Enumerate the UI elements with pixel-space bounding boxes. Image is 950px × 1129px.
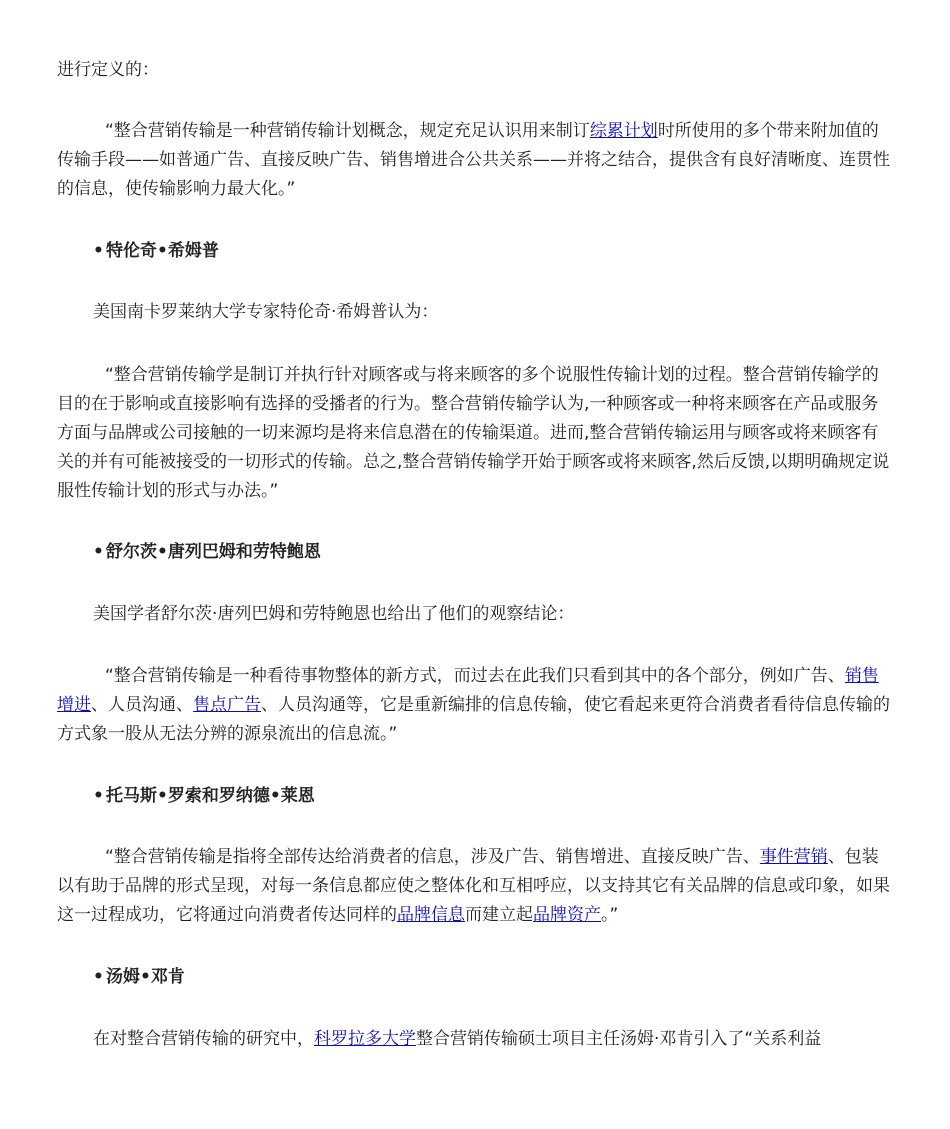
section-title: 托马斯•罗索和罗纳德•莱恩: [106, 786, 315, 806]
bullet: •: [93, 542, 104, 562]
quote-text: “整合营销传输是一种营销传输计划概念，规定充足认识用来制订: [105, 121, 590, 141]
section-title: 汤姆•邓肯: [106, 967, 185, 987]
section-heading-russo: [57, 782, 893, 811]
link-colorado-university[interactable]: 科罗拉多大学: [314, 1029, 416, 1049]
quote-paragraph-2: “整合营销传输学是制订并执行针对顾客或与将来顾客的多个说服性传输计划的过程。整合营销传输学的目的在于影响或直接影响有选择的受播者的行为。整合营销传输学认为,一种顾客或一种将来顾客在产品或服务方面与品牌或公司接触的一切来源均是将来信息潜在的传输渠道。进而,整合营销传输运用与顾客或将来顾客有关的并有可能被接受的一切形式的传输。总之,整合营销传输学开始于顾客或将来顾客,然后反馈,以期明确规定说服性传输计划的形式与办法。”: [57, 365, 890, 501]
section4-intro: [57, 1025, 929, 1054]
section1-intro: 美国南卡罗莱纳大学专家特伦奇·希姆普认为：: [93, 302, 439, 322]
quote-text: 时所使用的多个带来附加值的传输手段——如普通广告、直接反映广告、销售增进合公共关系——并将之结合，提供含有良好清晰度、连贯性的信息，使传输影响力最大化。”: [57, 121, 890, 199]
intro-line: 进行定义的：: [57, 60, 159, 80]
section-heading-schultz: [57, 538, 893, 567]
bullet: •: [93, 967, 104, 987]
link-sales-promotion[interactable]: 销售增进: [57, 666, 879, 715]
link-brand-equity[interactable]: 品牌资产: [533, 905, 601, 925]
quote-text: “整合营销传输是一种看待事物整体的新方式，而过去在此我们只看到其中的各个部分，例如广告、: [105, 666, 845, 686]
body-text: 在对整合营销传输的研究中，: [93, 1029, 314, 1049]
bullet: •: [93, 241, 104, 261]
section-heading-shimpu: [57, 237, 893, 266]
body-text: 整合营销传输硕士项目主任汤姆·邓肯引入了“关系利益: [416, 1029, 822, 1049]
quote-text: 、人员沟通等，它是重新编排的信息传输，使它看起来更符合消费者看待信息传输的方式象一股从无法分辨的源泉流出的信息流。”: [57, 695, 890, 744]
section-title: 特伦奇•希姆普: [106, 241, 219, 261]
link-pop-advertising[interactable]: 售点广告: [193, 695, 261, 715]
link-zonglei-jihua[interactable]: 综累计划: [589, 121, 658, 141]
quote-text: 。”: [601, 905, 619, 925]
link-brand-message[interactable]: 品牌信息: [397, 905, 465, 925]
quote-text: 、包装以有助于品牌的形式呈现，对每一条信息都应使之整体化和互相呼应，以支持其它有关品牌的信息或印象，如果这一过程成功，它将通过向消费者传达同样的: [57, 847, 890, 925]
quote-text: 、人员沟通、: [91, 695, 193, 715]
section2-intro: 美国学者舒尔茨·唐列巴姆和劳特鲍恩也给出了他们的观察结论：: [93, 604, 575, 624]
quote-paragraph-4: [57, 843, 893, 930]
quote-paragraph-1: [57, 117, 893, 204]
quote-paragraph-3: [57, 662, 893, 749]
link-event-marketing[interactable]: 事件营销: [759, 847, 828, 867]
quote-text: 而建立起: [465, 905, 533, 925]
quote-text: “整合营销传输是指将全部传达给消费者的信息，涉及广告、销售增进、直接反映广告、: [105, 847, 760, 867]
section-heading-duncan: [57, 963, 893, 992]
section-title: 舒尔茨•唐列巴姆和劳特鲍恩: [106, 542, 321, 562]
bullet: •: [93, 786, 104, 806]
